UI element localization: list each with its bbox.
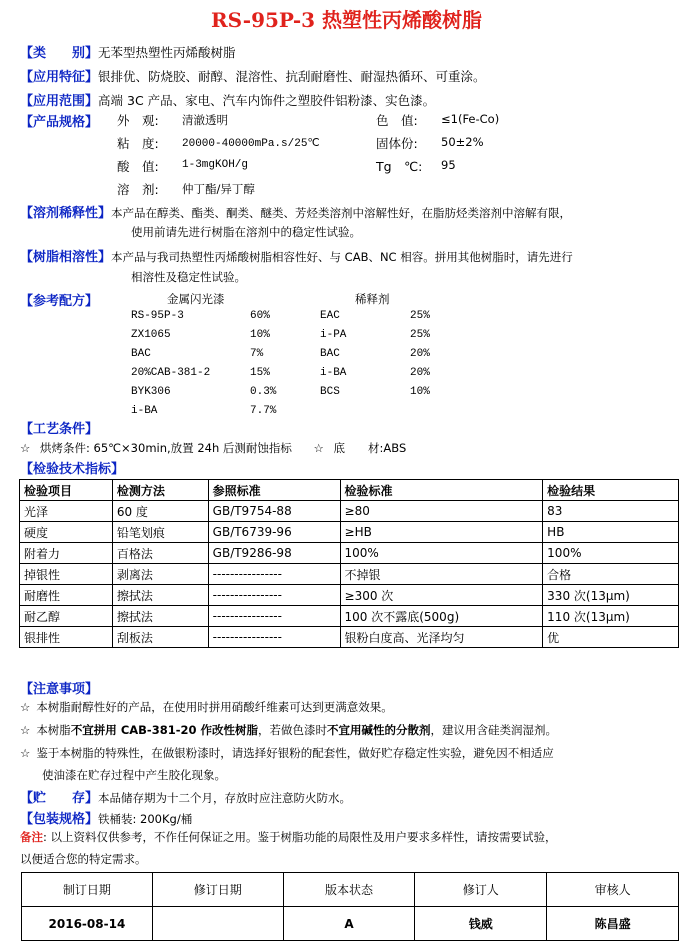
header-cell: 参照标准 — [208, 480, 340, 501]
formula-item: BCS — [320, 386, 340, 398]
notes-label: 【注意事项】 — [20, 682, 99, 697]
table-row — [20, 522, 679, 543]
revision-reviewer: 陈昌盛 — [547, 907, 679, 941]
tg-label: Tg ℃: — [376, 159, 423, 174]
category-label: 【类 别】 — [20, 46, 99, 61]
appearance-label: 外 观: — [117, 113, 159, 128]
note-3-line-1: 鉴于本树脂的特殊性，在做银粉漆时，请选择好银粉的配套性，做好贮存稳定性实验，避免因不相适应 — [36, 746, 554, 760]
storage-row — [20, 787, 351, 806]
remark-row — [20, 829, 557, 845]
table-cell: 100% — [543, 543, 679, 564]
substrate-label: 底 材: — [333, 441, 384, 455]
formula-pct: 20% — [410, 348, 430, 360]
table-cell: 银粉白度高、光泽均匀 — [340, 627, 543, 648]
table-cell: 擦拭法 — [112, 606, 208, 627]
table-cell: 掉银性 — [20, 564, 113, 585]
formula-item: BAC — [131, 348, 151, 360]
formula-item: BYK306 — [131, 386, 171, 398]
compat-row — [20, 246, 573, 265]
note-2 — [20, 722, 557, 738]
star-icon: ☆ — [313, 441, 324, 455]
formula-pct: 0.3% — [250, 386, 277, 398]
packaging-value: 铁桶装: 200Kg/桶 — [98, 812, 193, 826]
note-3 — [20, 745, 554, 761]
packaging-label: 【包装规格】 — [20, 812, 99, 827]
revision-version: A — [283, 907, 415, 941]
table-cell: HB — [543, 522, 679, 543]
header-cell: 检测方法 — [112, 480, 208, 501]
revision-header-cell: 修订人 — [415, 873, 547, 907]
table-row — [20, 606, 679, 627]
table-cell: 100 次不露底(500g) — [340, 606, 543, 627]
formula-pct: 10% — [250, 329, 270, 341]
viscosity-value: 20000-40000mPa.s/25℃ — [182, 138, 320, 150]
star-icon: ☆ — [20, 700, 31, 714]
formula-item: EAC — [320, 310, 340, 322]
solvent-value: 仲丁酯/异丁醇 — [182, 182, 255, 196]
formula-label: 【参考配方】 — [20, 294, 99, 309]
table-cell: 附着力 — [20, 543, 113, 564]
star-icon: ☆ — [20, 746, 31, 760]
formula-item: BAC — [320, 348, 340, 360]
revision-reviser: 钱威 — [415, 907, 547, 941]
acid-value: 1-3mgKOH/g — [182, 159, 249, 171]
formula-item: i-PA — [320, 329, 347, 341]
table-cell: GB/T6739-96 — [208, 522, 340, 543]
table-row — [20, 627, 679, 648]
table-row — [20, 543, 679, 564]
table-cell: 刮板法 — [112, 627, 208, 648]
table-cell: ≥300 次 — [340, 585, 543, 606]
revision-revised-date — [152, 907, 283, 941]
formula-item: 20%CAB-381-2 — [131, 367, 211, 379]
color-label: 色 值: — [376, 113, 418, 128]
category-row — [20, 42, 236, 61]
solid-value: 50±2% — [441, 135, 484, 149]
table-cell: 110 次(13μm) — [543, 606, 679, 627]
dilution-line-1: 本产品在醇类、酯类、酮类、醚类、芳烃类溶剂中溶解性好，在脂肪烃类溶剂中溶解有限， — [111, 206, 572, 220]
scope-value: 高端 3C 产品、家电、汽车内饰件之塑胶件铝粉漆、实色漆。 — [98, 93, 436, 108]
remark-label: 备注 — [20, 830, 43, 844]
table-row — [20, 501, 679, 522]
table-cell: 60 度 — [112, 501, 208, 522]
bake-condition: 烘烤条件: 65℃×30min,放置 24h 后测耐蚀指标 — [39, 441, 292, 455]
header-cell: 检验标准 — [340, 480, 543, 501]
table-cell: 优 — [543, 627, 679, 648]
compat-label: 【树脂相溶性】 — [20, 250, 112, 265]
formula-col2-title: 稀释剂 — [355, 292, 390, 306]
appearance-value: 清澈透明 — [182, 113, 228, 127]
table-cell: 擦拭法 — [112, 585, 208, 606]
revision-header-row — [22, 873, 679, 907]
formula-pct: 7% — [250, 348, 264, 360]
table-cell: 光泽 — [20, 501, 113, 522]
table-cell: ≥HB — [340, 522, 543, 543]
revision-value-row — [22, 907, 679, 941]
formula-pct: 20% — [410, 367, 430, 379]
revision-header-cell: 版本状态 — [283, 873, 415, 907]
note-2-text-b: 不宜拼用 CAB-381-20 作改性树脂 — [70, 723, 258, 737]
remark-line-2: 以便适合您的特定需求。 — [20, 852, 147, 866]
document-title: RS-95P-3 热塑性丙烯酸树脂 — [210, 8, 483, 32]
formula-pct: 25% — [410, 329, 430, 341]
table-cell: 百格法 — [112, 543, 208, 564]
packaging-row — [20, 808, 192, 827]
dilution-line-2: 使用前请先进行树脂在溶剂中的稳定性试验。 — [131, 225, 361, 239]
inspection-label: 【检验技术指标】 — [20, 462, 125, 477]
substrate-value: ABS — [383, 441, 407, 455]
note-1 — [20, 699, 393, 715]
table-cell: 银排性 — [20, 627, 113, 648]
note-2-text-d: 不宜用碱性的分散剂 — [326, 723, 431, 737]
table-row — [20, 585, 679, 606]
formula-pct: 7.7% — [250, 405, 277, 417]
star-icon: ☆ — [20, 441, 31, 455]
revision-date: 2016-08-14 — [22, 907, 153, 941]
acid-label: 酸 值: — [117, 159, 159, 174]
remark-line-1: : 以上资料仅供参考，不作任何保证之用。鉴于树脂功能的局限性及用户要求多样性，请按需要试验， — [43, 830, 557, 844]
header-cell: 检验项目 — [20, 480, 113, 501]
table-cell: ---------------- — [208, 585, 340, 606]
category-value: 无苯型热塑性丙烯酸树脂 — [98, 45, 236, 60]
revision-header-cell: 修订日期 — [152, 873, 283, 907]
revision-header-cell: 制订日期 — [22, 873, 153, 907]
process-row — [20, 440, 406, 456]
note-2-text-e: ，建议用含硅类润湿剂。 — [430, 723, 557, 737]
solid-label: 固体份: — [376, 136, 418, 151]
table-cell: ---------------- — [208, 606, 340, 627]
process-label: 【工艺条件】 — [20, 422, 99, 437]
formula-pct: 10% — [410, 386, 430, 398]
compat-line-2: 相溶性及稳定性试验。 — [131, 270, 246, 284]
formula-item: RS-95P-3 — [131, 310, 184, 322]
note-2-text-c: ，若做色漆时 — [257, 723, 327, 737]
star-icon: ☆ — [20, 723, 31, 737]
table-cell: 100% — [340, 543, 543, 564]
formula-col1-title: 金属闪光漆 — [167, 292, 225, 306]
compat-line-1: 本产品与我司热塑性丙烯酸树脂相容性好、与 CAB、NC 相容。拼用其他树脂时，请先进行 — [111, 250, 573, 264]
tg-value: 95 — [441, 158, 456, 172]
features-label: 【应用特征】 — [20, 70, 99, 85]
solvent-label: 溶 剂: — [117, 182, 159, 197]
viscosity-label: 粘 度: — [117, 136, 159, 151]
dilution-label: 【溶剂稀释性】 — [20, 206, 112, 221]
dilution-row — [20, 202, 571, 221]
table-cell: ---------------- — [208, 627, 340, 648]
table-cell: ---------------- — [208, 564, 340, 585]
formula-item: i-BA — [320, 367, 347, 379]
note-3-line-2: 使油漆在贮存过程中产生胶化现象。 — [42, 768, 226, 782]
features-value: 银排优、防烧胶、耐醇、混溶性、抗刮耐磨性、耐湿热循环、可重涂。 — [98, 69, 486, 84]
formula-item: i-BA — [131, 405, 158, 417]
note-1-text: 本树脂耐醇性好的产品，在使用时拼用硝酸纤维素可达到更满意效果。 — [36, 700, 393, 714]
note-2-text-a: 本树脂 — [36, 723, 71, 737]
table-cell: 83 — [543, 501, 679, 522]
table-cell: 剥离法 — [112, 564, 208, 585]
table-cell: 330 次(13μm) — [543, 585, 679, 606]
formula-pct: 25% — [410, 310, 430, 322]
table-header-row — [20, 480, 679, 501]
inspection-table — [19, 479, 679, 648]
color-value: ≤1(Fe-Co) — [441, 112, 500, 126]
features-row — [20, 66, 486, 85]
revision-table — [21, 872, 679, 941]
table-cell: 铅笔划痕 — [112, 522, 208, 543]
table-cell: 耐乙醇 — [20, 606, 113, 627]
table-row — [20, 564, 679, 585]
table-cell: GB/T9754-88 — [208, 501, 340, 522]
formula-item: ZX1065 — [131, 329, 171, 341]
revision-header-cell: 审核人 — [547, 873, 679, 907]
table-cell: 合格 — [543, 564, 679, 585]
storage-label: 【贮 存】 — [20, 791, 99, 806]
table-cell: 不掉银 — [340, 564, 543, 585]
header-cell: 检验结果 — [543, 480, 679, 501]
storage-value: 本品储存期为十二个月，存放时应注意防火防水。 — [98, 791, 352, 805]
table-cell: ≥80 — [340, 501, 543, 522]
table-cell: GB/T9286-98 — [208, 543, 340, 564]
formula-pct: 15% — [250, 367, 270, 379]
scope-label: 【应用范围】 — [20, 94, 99, 109]
scope-row — [20, 90, 435, 109]
formula-pct: 60% — [250, 310, 270, 322]
table-cell: 硬度 — [20, 522, 113, 543]
specs-label: 【产品规格】 — [20, 115, 99, 130]
table-cell: 耐磨性 — [20, 585, 113, 606]
